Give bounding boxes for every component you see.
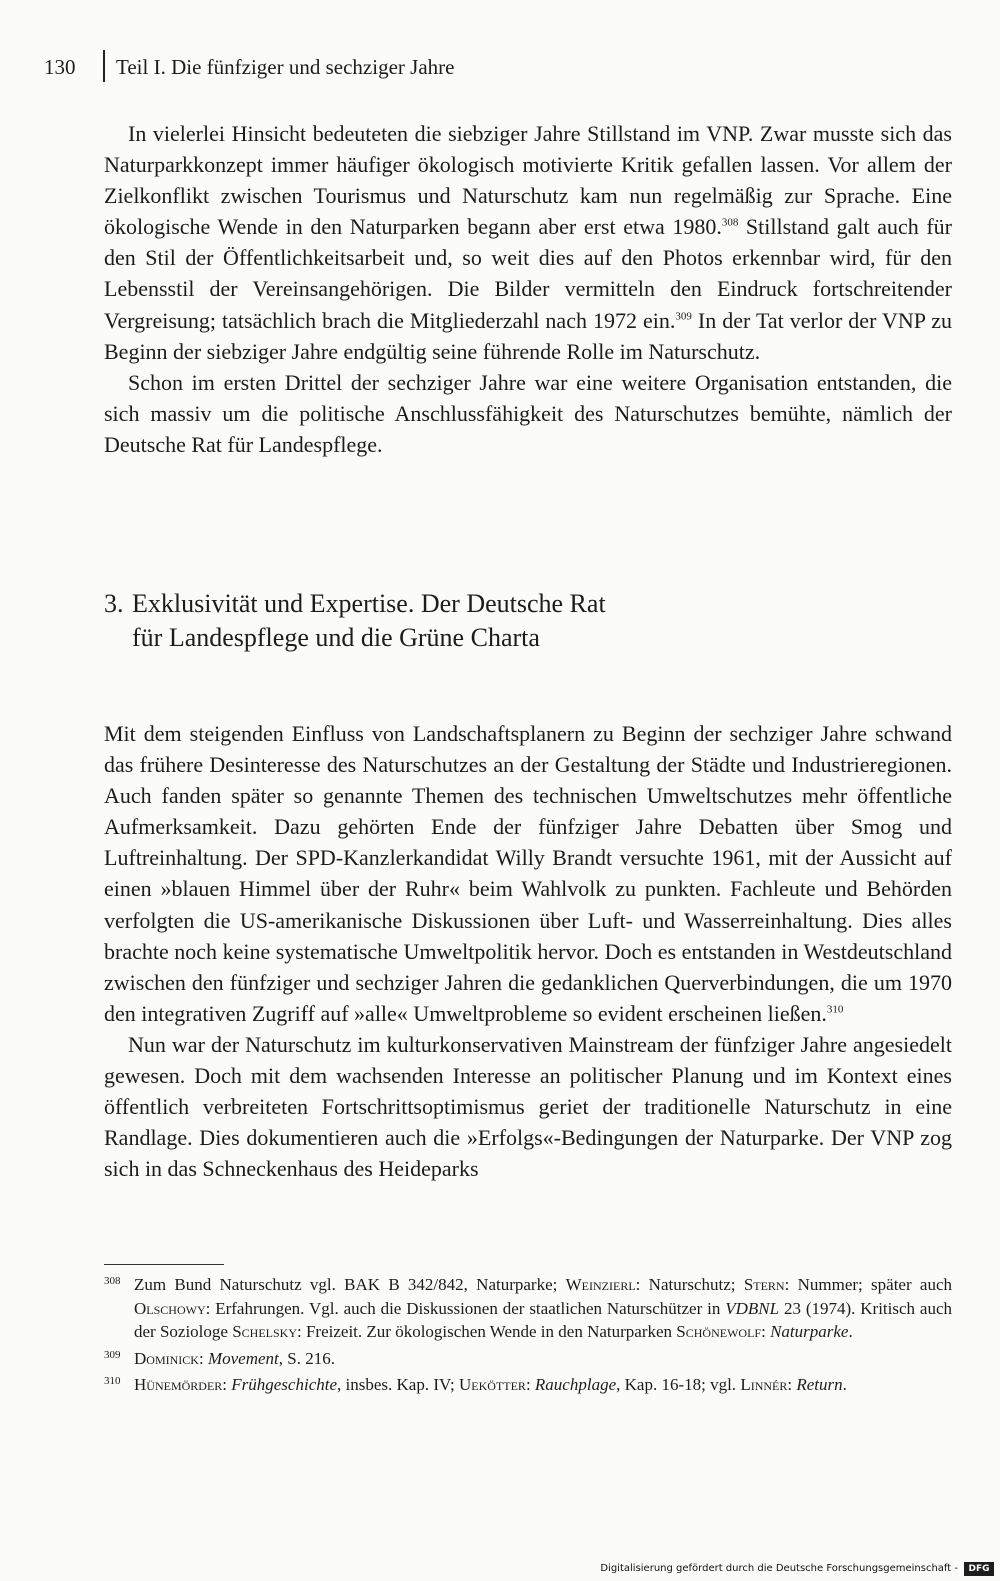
body-text-main (104, 718, 952, 1184)
footnote-text: . (842, 1375, 847, 1395)
work-title: Movement (207, 1348, 279, 1368)
paragraph-text: Stillstand galt auch für den Stil der Öffentlichkeitsarbeit und, so weit dies auf den Photos erkennbar wird, für den Lebensstil der Vereinsangehörigen. Die Bilder vermitteln den Eindruck fortschreitender Vergreisung; tatsächlich brach die Mitgliederzahl nach 1972 ein. (104, 214, 953, 333)
paragraph-text: Mit dem steigenden Einfluss von Landschaftsplanern zu Beginn der sechziger Jahre schwand das frühere Desinteresse des Naturschutzes an der Gestaltung der Städte und Industrieregionen. Auch fanden später so genannte Themen des technischen Umweltschutzes mehr öffentliche Aufmerksamkeit. Dazu gehörten Ende der fünfziger Jahre Debatten über Smog und Luftreinhaltung. Der SPD-Kanzlerkandidat Willy Brandt versuchte 1961, mit der Aussicht auf einen »blauen Himmel über der Ruhr« beim Wahlvolk zu punkten. Fachleute und Behörden verfolgten die US-amerikanische Diskussionen über Luft- und Wasserreinhaltung. Dies alles brachte noch keine systematische Umweltpolitik hervor. Doch es entstanden in Westdeutschland zwischen den fünfziger und sechziger Jahren die gedanklichen Querverbindungen, die um 1970 den integrativen Zugriff auf »alle« Umweltprobleme so evident erscheinen ließen. (104, 721, 952, 1026)
footnote-text: : (222, 1375, 232, 1395)
author-name: Uekötter (459, 1375, 526, 1395)
dfg-logo: DFG (964, 1562, 994, 1576)
paragraph (104, 718, 952, 1029)
work-title: Naturparke (770, 1322, 849, 1342)
footnote-number: 309 (104, 1348, 121, 1361)
author-name: Linnér (740, 1375, 788, 1395)
author-name: Schönewolf (676, 1322, 762, 1342)
author-name: Olschowy (134, 1298, 206, 1318)
footnote-text: 23 (1974). Kritisch auch der Soziologe (134, 1298, 953, 1342)
footnote-text: : Freizeit. Zur ökologischen Wende in den Naturparken (297, 1322, 677, 1342)
digitization-credit: Digitalisierung gefördert durch die Deutsche Forschungsgemeinschaft - (600, 1563, 958, 1574)
author-name: Stern (743, 1275, 785, 1294)
section-title-line-1: Exklusivität und Expertise. Der Deutsche Rat (132, 589, 606, 618)
work-title: Return (796, 1375, 843, 1395)
footnote-text: : (761, 1322, 771, 1342)
footnote-text: : (198, 1348, 208, 1368)
page-number: 130 (44, 55, 76, 79)
footnote-text: : Nummer; später auch (784, 1275, 952, 1294)
section-number: 3. (104, 589, 124, 618)
running-title: Teil I. Die fünfziger und sechziger Jahre (116, 55, 455, 79)
footnote-ref[interactable]: 308 (721, 216, 739, 229)
header-divider (103, 50, 105, 82)
work-title: Frühgeschichte (231, 1375, 338, 1395)
footnote-text: , Kap. 16-18; vgl. (616, 1375, 741, 1395)
footnote-number: 308 (104, 1275, 121, 1287)
footnote-text: : Erfahrungen. Vgl. auch die Diskussionen der staatlichen Naturschützer in (205, 1298, 726, 1318)
paragraph (104, 118, 952, 367)
footnote-number: 310 (104, 1375, 121, 1388)
work-title: VDBNL (725, 1298, 780, 1318)
paragraph-text: Nun war der Naturschutz im kulturkonservativen Mainstream der fünfziger Jahre angesiedelt gewesen. Doch mit dem wachsenden Interesse an politischer Planung und im Kontext eines öffentlich verbreiteten Fortschrittsoptimismus geriet der traditionelle Naturschutz in eine Randlage. Dies dokumentieren auch die »Erfolgs«-Bedingungen der Naturparke. Der VNP zog sich in das Schneckenhaus des Heideparks (104, 1031, 952, 1182)
footnote-310 (104, 1373, 952, 1397)
footnote-text: , insbes. Kap. IV; (337, 1375, 459, 1395)
footnote-ref[interactable]: 310 (826, 1003, 844, 1016)
footnote-text: : Naturschutz; (635, 1275, 744, 1294)
paragraph-text: In vielerlei Hinsicht bedeuteten die siebziger Jahre Stillstand im VNP. Zwar musste sich das Naturparkkonzept immer häufiger ökologisch motivierte Kritik gefallen lassen. Vor allem der Zielkonflikt zwischen Tourismus und Naturschutz kam nun regelmäßig zur Sprache. Eine ökologische Wende in den Naturparken begann aber erst etwa 1980. (104, 121, 952, 240)
footnote-divider (104, 1264, 224, 1265)
footnote-text: : (525, 1375, 535, 1395)
page-header (44, 50, 604, 84)
footnote-text: , S. 216. (278, 1348, 335, 1368)
paragraph (104, 367, 952, 460)
section-heading (104, 587, 824, 655)
author-name: Hünemörder (134, 1375, 223, 1395)
paragraph-text: In der Tat verlor der VNP zu Beginn der siebziger Jahre endgültig seine führende Rolle im Naturschutz. (104, 307, 952, 364)
section-title-line-2: für Landespflege und die Grüne Charta (132, 623, 540, 652)
author-name: Schelsky (232, 1322, 297, 1342)
paragraph (104, 1029, 952, 1184)
author-name: Weinzierl (565, 1275, 636, 1294)
footnote-ref[interactable]: 309 (675, 310, 692, 323)
paragraph-text: Schon im ersten Drittel der sechziger Jahre war eine weitere Organisation entstanden, die sich massiv um die politische Anschlussfähigkeit des Naturschutzes bemühte, nämlich der Deutsche Rat für Landespflege. (104, 369, 952, 457)
author-name: Dominick (134, 1348, 199, 1368)
footnote-309 (104, 1347, 952, 1371)
footnote-text: Zum Bund Naturschutz vgl. BAK B 342/842, Naturparke; (134, 1275, 566, 1294)
footnote-text: : (787, 1375, 797, 1395)
footnotes (104, 1273, 952, 1400)
body-text-top (104, 118, 952, 460)
footnote-text: . (848, 1322, 853, 1342)
footnote-308 (104, 1273, 952, 1344)
work-title: Rauchplage (534, 1375, 617, 1395)
